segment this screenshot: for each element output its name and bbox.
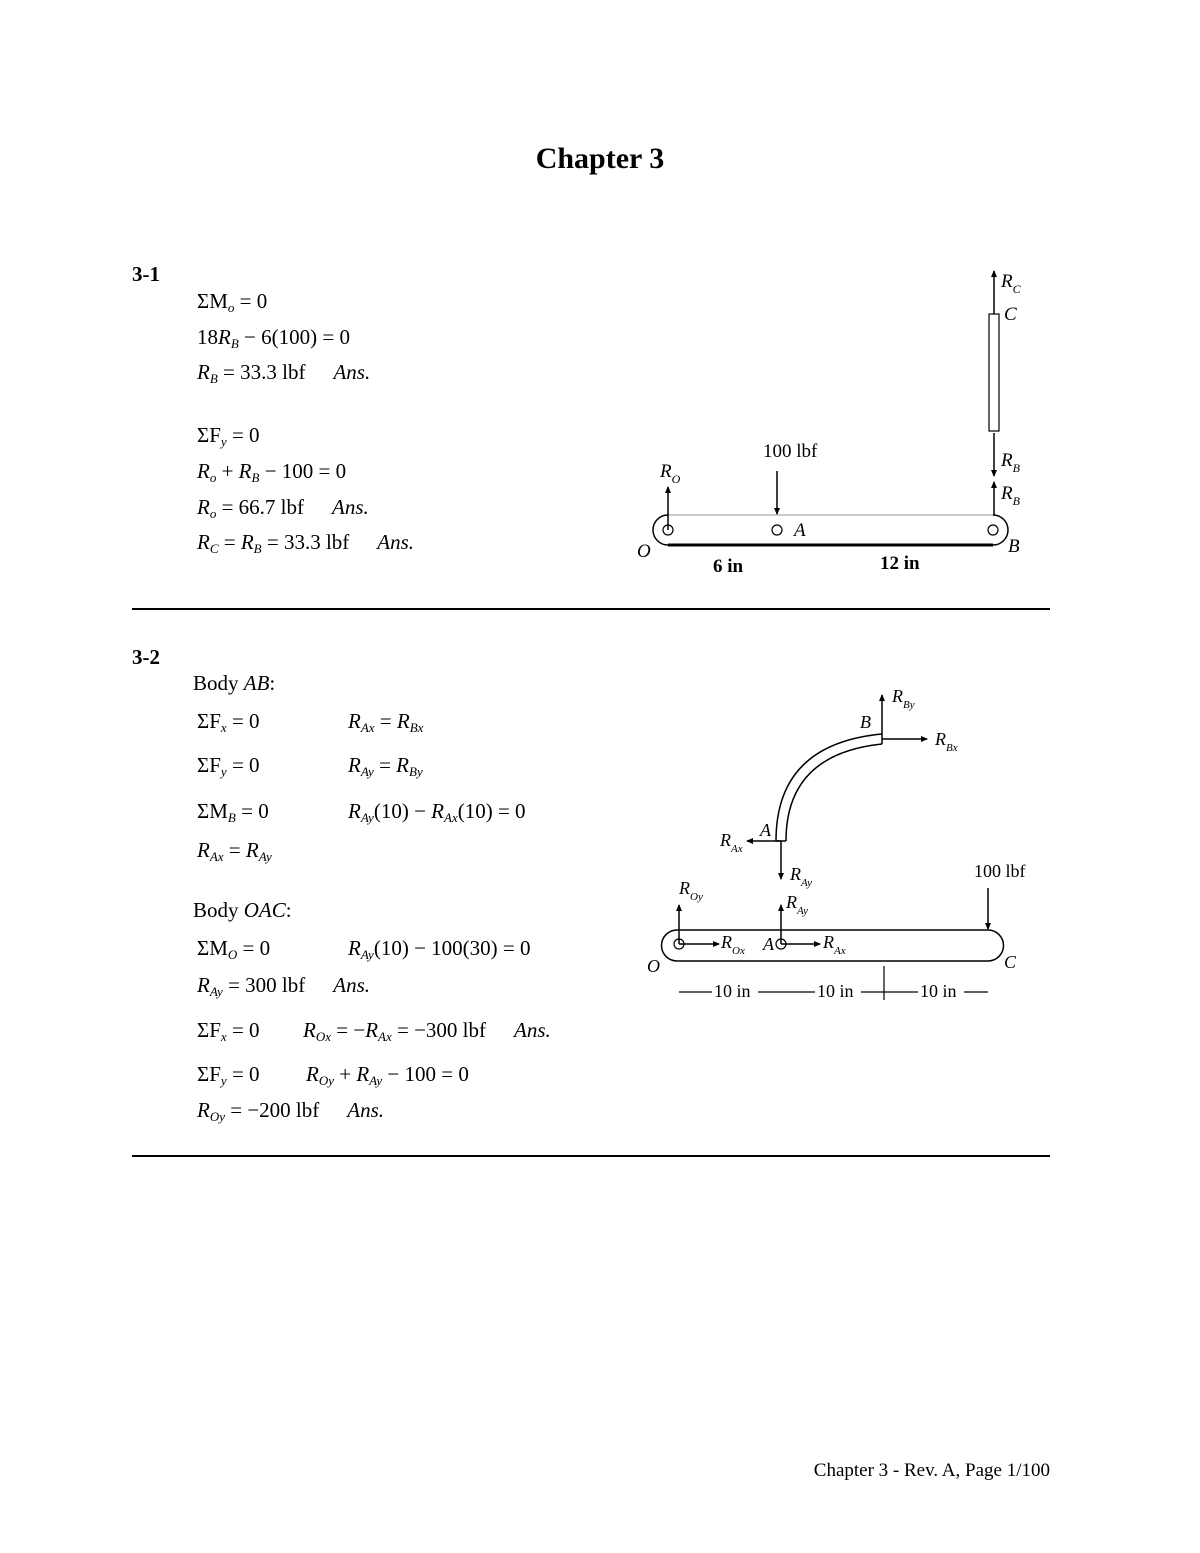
page-title: Chapter 3 <box>535 142 665 175</box>
rb-top-label: $R_B$ <box>1001 450 1020 475</box>
rc-label: $R_C$ <box>1001 271 1021 296</box>
pin-b <box>988 525 998 535</box>
problem-number-3-1: 3-1 <box>132 262 160 286</box>
dim-10in-1: 10 in <box>714 981 751 1001</box>
ro-label: $R_O$ <box>660 461 681 486</box>
equation: $R_{Ax} = R_{Ay}$ <box>197 838 272 864</box>
equation: $R_{Ay}(10) - 100(30) = 0$ <box>348 936 531 962</box>
rb-bottom-label: $R_B$ <box>1001 483 1020 508</box>
dim-12in: 12 in <box>880 553 920 574</box>
free-body-diagram-3-1 <box>0 0 1200 600</box>
equation: $R_{Oy} = -200$ lbf Ans. <box>197 1098 385 1124</box>
o-label: O <box>647 956 660 976</box>
equation: $\Sigma M_o = 0$ <box>197 289 268 315</box>
equation: $R_C = R_B = 33.3$ lbf Ans. <box>197 530 415 556</box>
pin-a <box>772 525 782 535</box>
load-label: 100 lbf <box>763 441 818 462</box>
link-bc <box>989 314 999 431</box>
rax-label-oac: $R_{Ax}$ <box>823 932 846 957</box>
page-footer: Chapter 3 - Rev. A, Page 1/100 <box>813 1460 1050 1481</box>
o-label: O <box>637 541 651 562</box>
equation: $R_{Oy} + R_{Ay} - 100 = 0$ <box>306 1062 469 1088</box>
equation: $\Sigma M_B = 0$ <box>197 799 269 825</box>
equation: $R_o + R_B - 100 = 0$ <box>197 459 347 485</box>
equation: $R_{Ax} = R_{Bx}$ <box>348 709 424 735</box>
rbx-label: $R_{Bx}$ <box>935 729 958 754</box>
curved-member-inner <box>786 744 882 841</box>
load-label: 100 lbf <box>974 861 1026 881</box>
equation: $R_o = 66.7$ lbf Ans. <box>197 495 369 521</box>
rax-label-ab: $R_{Ax}$ <box>720 830 743 855</box>
ray-label-oac: $R_{Ay}$ <box>786 892 808 917</box>
equation: $18R_B - 6(100) = 0$ <box>197 325 350 351</box>
equation: $\Sigma F_y = 0$ <box>197 423 260 449</box>
equation: $\Sigma F_x = 0$ <box>197 709 260 735</box>
dim-10in-2: 10 in <box>817 981 854 1001</box>
body-heading: Body AB: <box>193 671 276 695</box>
equation: $R_B = 33.3$ lbf Ans. <box>197 360 371 386</box>
a-label-oac: A <box>763 934 774 954</box>
b-label: B <box>860 712 871 732</box>
ray-label-ab: $R_{Ay}$ <box>790 864 812 889</box>
equation: $R_{Ay} = 300$ lbf Ans. <box>197 973 370 999</box>
roy-label: $R_{Oy}$ <box>679 878 703 903</box>
problem-number-3-2: 3-2 <box>132 645 160 669</box>
free-body-diagram-3-2 <box>0 640 1200 1020</box>
rby-label: $R_{By}$ <box>892 686 915 711</box>
curved-member-outer <box>776 734 882 841</box>
c-label: C <box>1004 304 1017 325</box>
equation: $R_{Ox} = -R_{Ax} = -300$ lbf Ans. <box>303 1018 551 1044</box>
dim-6in: 6 in <box>713 556 744 577</box>
equation: $\Sigma F_x = 0$ <box>197 1018 260 1044</box>
c-label: C <box>1004 952 1017 972</box>
bar-oac-right-end <box>988 930 1003 961</box>
dim-10in-3: 10 in <box>920 981 957 1001</box>
a-label: A <box>794 520 806 541</box>
equation: $R_{Ay} = R_{By}$ <box>348 753 423 779</box>
b-label: B <box>1008 536 1020 557</box>
body-heading: Body OAC: <box>193 898 292 922</box>
equation: $\Sigma M_O = 0$ <box>197 936 271 962</box>
section-divider <box>132 608 1050 610</box>
equation: $\Sigma F_y = 0$ <box>197 1062 260 1088</box>
rox-label: $R_{Ox}$ <box>721 932 745 957</box>
a-label: A <box>760 820 771 840</box>
equation: $R_{Ay}(10) - R_{Ax}(10) = 0$ <box>348 799 526 825</box>
section-divider <box>132 1155 1050 1157</box>
equation: $\Sigma F_y = 0$ <box>197 753 260 779</box>
